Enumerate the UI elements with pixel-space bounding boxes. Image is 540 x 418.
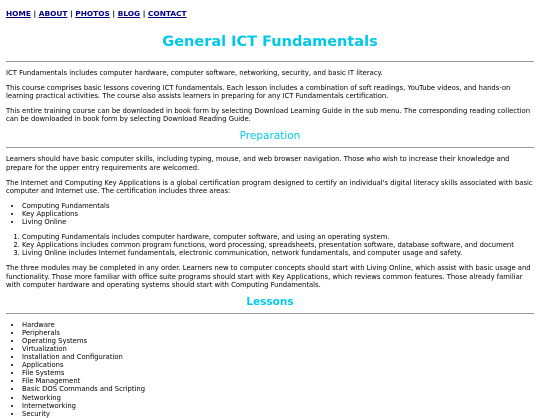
preparation-heading: Preparation <box>239 130 301 143</box>
list-item: • Living Online <box>22 218 534 226</box>
divider <box>6 313 534 314</box>
list-item: 3. Living Online includes Internet fundamentals, electronic communication, network fundamentals, and computer usage and safety. <box>22 249 534 257</box>
nav-about-link[interactable]: ABOUT <box>38 9 68 18</box>
lesson-item-hardware: • Hardware <box>22 321 534 329</box>
list-item: • Computing Fundamentals <box>22 202 534 210</box>
intro-paragraph: This entire training course can be downloaded in book form by selecting Download Learning Guide in the sub menu. The corresponding reading collection can be downloaded in book form by selecting Download Reading Guide. <box>6 107 531 124</box>
top-nav <box>6 9 534 19</box>
lesson-item-file-management: • File Management <box>22 377 534 385</box>
intro-paragraph: This course comprises basic lessons covering ICT fundamentals. Each lesson includes a combination of soft readings, YouTube videos, and hands-on learning practical activities. The course also assists learners in preparing for any ICT Fundamentals certification. <box>6 84 511 101</box>
preparation-paragraph: Learners should have basic computer skills, including typing, mouse, and web browser navigation. Those who wish to increase their knowledge and prepare for the upper entry requirements are welcomed. <box>6 155 510 172</box>
lesson-item-file-systems: • File Systems <box>22 369 534 377</box>
lesson-item-dos-commands: • Basic DOS Commands and Scripting <box>22 385 534 393</box>
nav-contact-link[interactable]: CONTACT <box>147 9 187 18</box>
lesson-item-security: • Security <box>22 410 534 418</box>
certification-areas-list <box>6 202 534 226</box>
lesson-item-installation: • Installation and Configuration <box>22 353 534 361</box>
page-title: General ICT Fundamentals <box>162 34 378 50</box>
lesson-item-virtualization: • Virtualization <box>22 345 534 353</box>
lesson-item-internetworking: • Internetworking <box>22 402 534 410</box>
nav-separator: | <box>142 9 146 18</box>
nav-separator: | <box>70 9 73 18</box>
list-item: • Key Applications <box>22 210 534 218</box>
lesson-item-applications: • Applications <box>22 361 534 369</box>
preparation-paragraph: The Internet and Computing Key Applications is a global certification program designed to certify an individual's digital literacy skills associated with basic computer and Internet use. The certification includes three areas: <box>6 178 533 195</box>
nav-photos-link[interactable]: PHOTOS <box>75 9 110 18</box>
nav-home-link[interactable]: HOME <box>6 9 31 18</box>
nav-blog-link[interactable]: BLOG <box>117 9 141 18</box>
lessons-heading: Lessons <box>246 295 294 308</box>
preparation-paragraph: The three modules may be completed in any order. Learners new to computer concepts should start with Living Online, which assist with basic usage and functionality. Those more familiar with office suite programs should start with Key Applications, which reviews common features. Those already familiar with computer hardware and operating systems should start with Computing Fundamentals. <box>6 264 531 289</box>
nav-separator: | <box>33 9 37 18</box>
lesson-item-networking: • Networking <box>22 394 534 402</box>
list-item: 1. Computing Fundamentals includes computer hardware, computer software, and using an operating system. <box>22 233 534 241</box>
nav-separator: | <box>112 9 116 18</box>
lesson-item-operating-systems: • Operating Systems <box>22 337 534 345</box>
intro-paragraph: ICT Fundamentals includes computer hardware, computer software, networking, security, and basic IT literacy. <box>6 69 383 77</box>
lessons-list <box>6 321 534 418</box>
list-item: 2. Key Applications includes common program functions, word processing, spreadsheets, presentation software, database software, and document <box>22 241 534 249</box>
divider <box>6 61 534 62</box>
lesson-item-peripherals: • Peripherals <box>22 329 534 337</box>
certification-details-list <box>6 233 534 257</box>
divider <box>6 147 534 148</box>
